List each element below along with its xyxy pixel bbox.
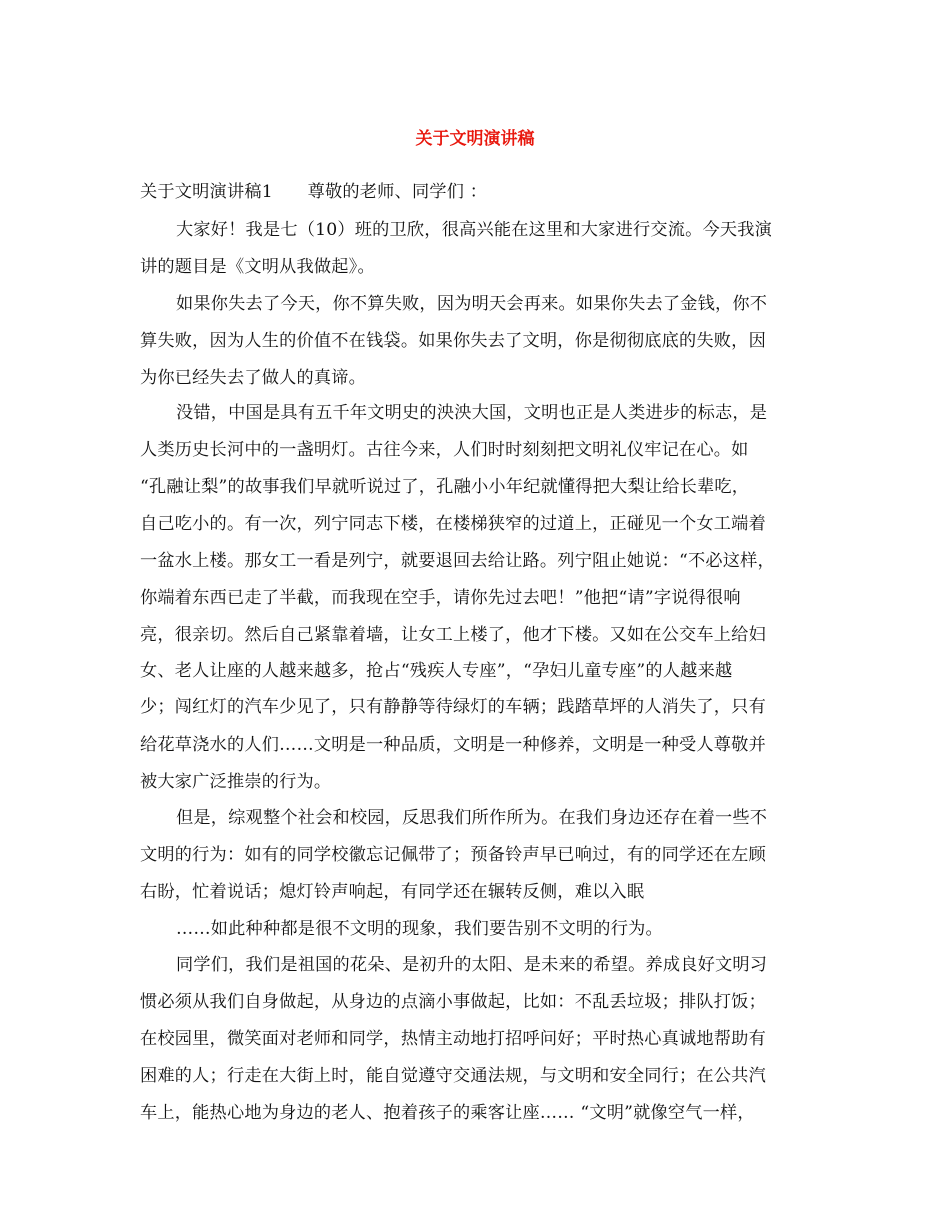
body-text-line: 一盆水上楼。那女工一看是列宁，就要退回去给让路。列宁阻止她说：“不必这样， xyxy=(140,551,775,571)
body-text-line: 关于文明演讲稿1 尊敬的老师、同学们 ： xyxy=(140,182,488,202)
body-text-line: 文明的行为：如有的同学校徽忘记佩带了；预备铃声早已响过，有的同学还在左顾 xyxy=(140,845,766,865)
body-text-line: 人类历史长河中的一盏明灯。古往今来，人们时时刻刻把文明礼仪牢记在心。如 xyxy=(140,440,749,460)
body-text-line: 为你已经失去了做人的真谛。 xyxy=(140,368,367,388)
body-text-line: 女、老人让座的人越来越多，抢占“残疾人专座”，“孕妇儿童专座”的人越来越 xyxy=(140,661,733,681)
body-text-line: 自己吃小的。有一次，列宁同志下楼，在楼梯狭窄的过道上，正碰见一个女工端着 xyxy=(140,514,766,534)
body-text-line: 右盼，忙着说话；熄灯铃声响起，有同学还在辗转反侧，难以入眠 xyxy=(140,882,645,902)
body-text-line: 但是，综观整个社会和校园，反思我们所作所为。在我们身边还存在着一些不 xyxy=(176,808,768,828)
body-text-line: 少；闯红灯的汽车少见了，只有静静等待绿灯的车辆；践踏草坪的人消失了，只有 xyxy=(140,697,766,717)
body-text-line: ……如此种种都是很不文明的现象，我们要告别不文明的行为。 xyxy=(176,919,663,939)
body-text-line: 同学们，我们是祖国的花朵、是初升的太阳、是未来的希望。养成良好文明习 xyxy=(176,955,768,975)
body-text-line: 给花草浇水的人们……文明是一种品质，文明是一种修养，文明是一种受人尊敬并 xyxy=(140,735,766,755)
body-text-line: 讲的题目是《文明从我做起》。 xyxy=(140,257,375,277)
body-text-line: 大家好！我是七（10）班的卫欣，很高兴能在这里和大家进行交流。今天我演 xyxy=(176,220,773,240)
body-text-line: 没错，中国是具有五千年文明史的泱泱大国，文明也正是人类进步的标志，是 xyxy=(176,403,768,423)
body-text-line: 亮，很亲切。然后自己紧靠着墙，让女工上楼了，他才下楼。又如在公交车上给妇 xyxy=(140,625,766,645)
body-text-line: 在校园里，微笑面对老师和同学，热情主动地打招呼问好；平时热心真诚地帮助有 xyxy=(140,1029,766,1049)
body-text-line: “孔融让梨”的故事我们早就听说过了，孔融小小年纪就懂得把大梨让给长辈吃， xyxy=(140,477,750,497)
document-title: 关于文明演讲稿 xyxy=(415,129,535,149)
body-text-line: 困难的人；行走在大街上时，能自觉遵守交通法规，与文明和安全同行；在公共汽 xyxy=(140,1066,766,1086)
body-text-line: 你端着东西已走了半截，而我现在空手，请你先过去吧！”他把“请”字说得很响 xyxy=(140,588,741,608)
body-text-line: 惯必须从我们自身做起，从身边的点滴小事做起，比如：不乱丢垃圾；排队打饭； xyxy=(140,992,766,1012)
body-text-line: 被大家广泛推崇的行为。 xyxy=(140,772,332,792)
body-text-line: 车上，能热心地为身边的老人、抱着孩子的乘客让座…… “文明”就像空气一样， xyxy=(140,1103,755,1123)
body-text-line: 如果你失去了今天，你不算失败，因为明天会再来。如果你失去了金钱，你不 xyxy=(176,294,768,314)
body-text-line: 算失败，因为人生的价值不在钱袋。如果你失去了文明，你是彻彻底底的失败，因 xyxy=(140,331,766,351)
